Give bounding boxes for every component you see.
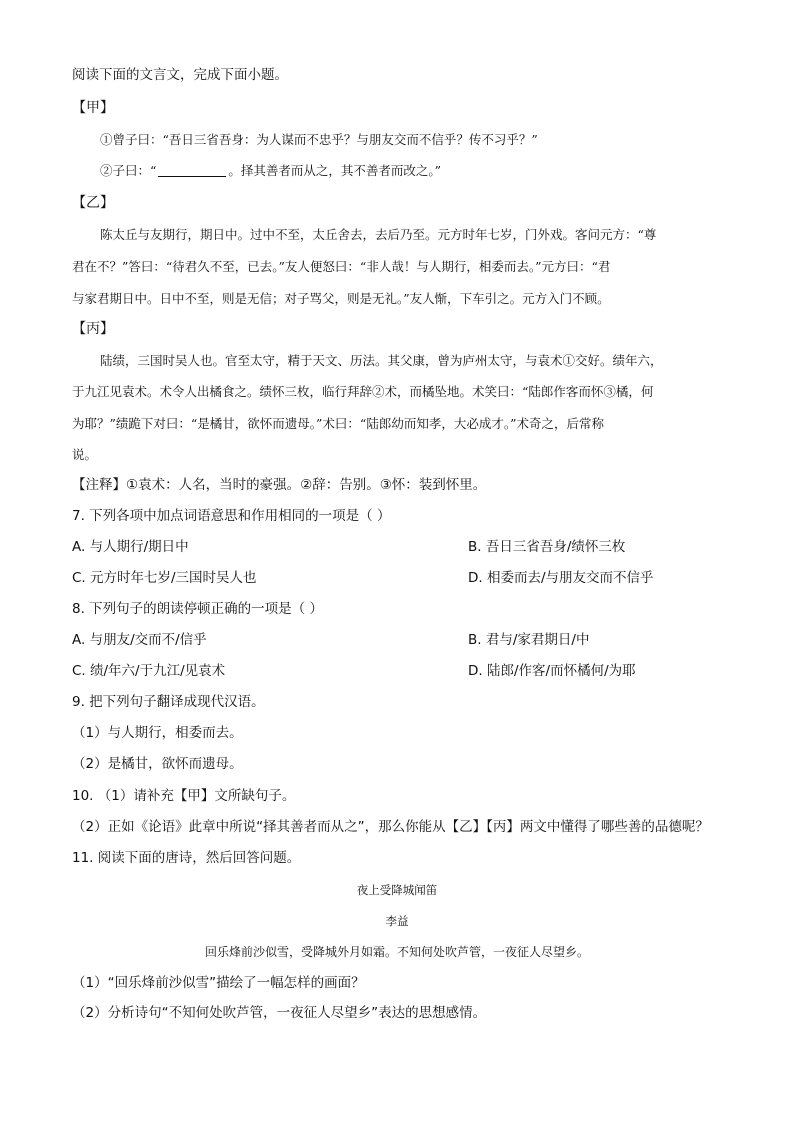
q8-option-b: B. 君与/家君期日/中 xyxy=(468,632,590,648)
q10-item-1: 10. （1）请补充【甲】文所缺句子。 xyxy=(72,788,296,804)
q9-item-1: （1）与人期行，相委而去。 xyxy=(72,725,243,741)
yi-line-1: 陈太丘与友期行，期日中。过中不至，太丘舍去，去后乃至。元方时年七岁，门外戏。客问元方：“尊 xyxy=(100,227,657,242)
intro-text: 阅读下面的文言文，完成下面小题。 xyxy=(72,67,288,83)
jia-line-2-prefix: ②子曰：“ xyxy=(100,163,157,178)
q8-option-d: D. 陆郎/作客/而怀橘何/为耶 xyxy=(468,663,636,679)
jia-line-2 xyxy=(100,162,744,180)
q11-stem: 11. 阅读下面的唐诗，然后回答问题。 xyxy=(72,850,301,866)
section-jia-heading: 【甲】 xyxy=(72,100,114,116)
bing-line-4: 说。 xyxy=(72,447,98,462)
poem-text: 回乐烽前沙似雪，受降城外月如霜。不知何处吹芦管，一夜征人尽望乡。 xyxy=(204,945,589,959)
bing-line-3: 为耶？”绩跪下对曰：“是橘甘，欲怀而遗母。”术曰：“陆郎幼而知孝，大必成才。”术奇之，后常称 xyxy=(72,416,604,431)
q8-option-a: A. 与朋友/交而不/信乎 xyxy=(72,632,207,648)
poem-author: 李益 xyxy=(385,914,409,928)
notes-text: 【注释】①袁术：人名，当时的豪强。②辞：告别。③怀：装到怀里。 xyxy=(72,477,487,493)
q10-item-2: （2）正如《论语》此章中所说“择其善者而从之”，那么你能从【乙】【丙】两文中懂得了哪些善的品德呢？ xyxy=(72,819,709,835)
q11-item-2: （2）分析诗句“不知何处吹芦管，一夜征人尽望乡”表达的思想感情。 xyxy=(72,1005,487,1021)
answer-blank xyxy=(158,164,226,177)
poem-title: 夜上受降城闻笛 xyxy=(356,883,438,897)
q7-options-row-2 xyxy=(72,569,744,587)
q8-option-c: C. 绩/年六/于九江/见袁术 xyxy=(72,663,226,679)
q7-option-b: B. 吾日三省吾身/绩怀三枚 xyxy=(468,539,626,555)
q8-options-row-1 xyxy=(72,631,744,649)
q7-option-a: A. 与人期行/期日中 xyxy=(72,539,189,555)
q8-options-row-2 xyxy=(72,662,744,680)
section-yi-heading: 【乙】 xyxy=(72,195,114,211)
q11-item-1: （1）“回乐烽前沙似雪”描绘了一幅怎样的画面？ xyxy=(72,975,365,991)
q7-options-row-1 xyxy=(72,538,744,556)
q7-option-c: C. 元方时年七岁/三国时吴人也 xyxy=(72,570,257,586)
bing-line-1: 陆绩，三国时吴人也。官至太守，精于天文、历法。其父康，曾为庐州太守，与袁术①交好。绩年六， xyxy=(100,353,663,368)
q9-item-2: （2）是橘甘，欲怀而遗母。 xyxy=(72,756,243,772)
bing-line-2: 于九江见袁术。术令人出橘食之。绩怀三枚，临行拜辞②术，而橘坠地。术笑曰：“陆郎作客而怀③橘，何 xyxy=(72,384,654,399)
yi-line-3: 与家君期日中。日中不至，则是无信；对子骂父，则是无礼。”友人惭，下车引之。元方入门不顾。 xyxy=(72,291,610,306)
q7-option-d: D. 相委而去/与朋友交而不信乎 xyxy=(468,570,654,586)
section-bing-heading: 【丙】 xyxy=(72,321,114,337)
jia-line-2-suffix: 。择其善者而从之，其不善者而改之。” xyxy=(228,163,442,178)
jia-line-1: ①曾子曰：“吾日三省吾身：为人谋而不忠乎？与朋友交而不信乎？传不习乎？” xyxy=(100,132,538,147)
q7-stem: 7. 下列各项中加点词语意思和作用相同的一项是（ ） xyxy=(72,508,391,524)
q8-stem: 8. 下列句子的朗读停顿正确的一项是（ ） xyxy=(72,601,323,617)
yi-line-2: 君在不？”答曰：“待君久不至，已去。”友人便怒曰：“非人哉！与人期行，相委而去。”元方曰：“君 xyxy=(72,259,611,274)
q9-stem: 9. 把下列句子翻译成现代汉语。 xyxy=(72,694,265,710)
